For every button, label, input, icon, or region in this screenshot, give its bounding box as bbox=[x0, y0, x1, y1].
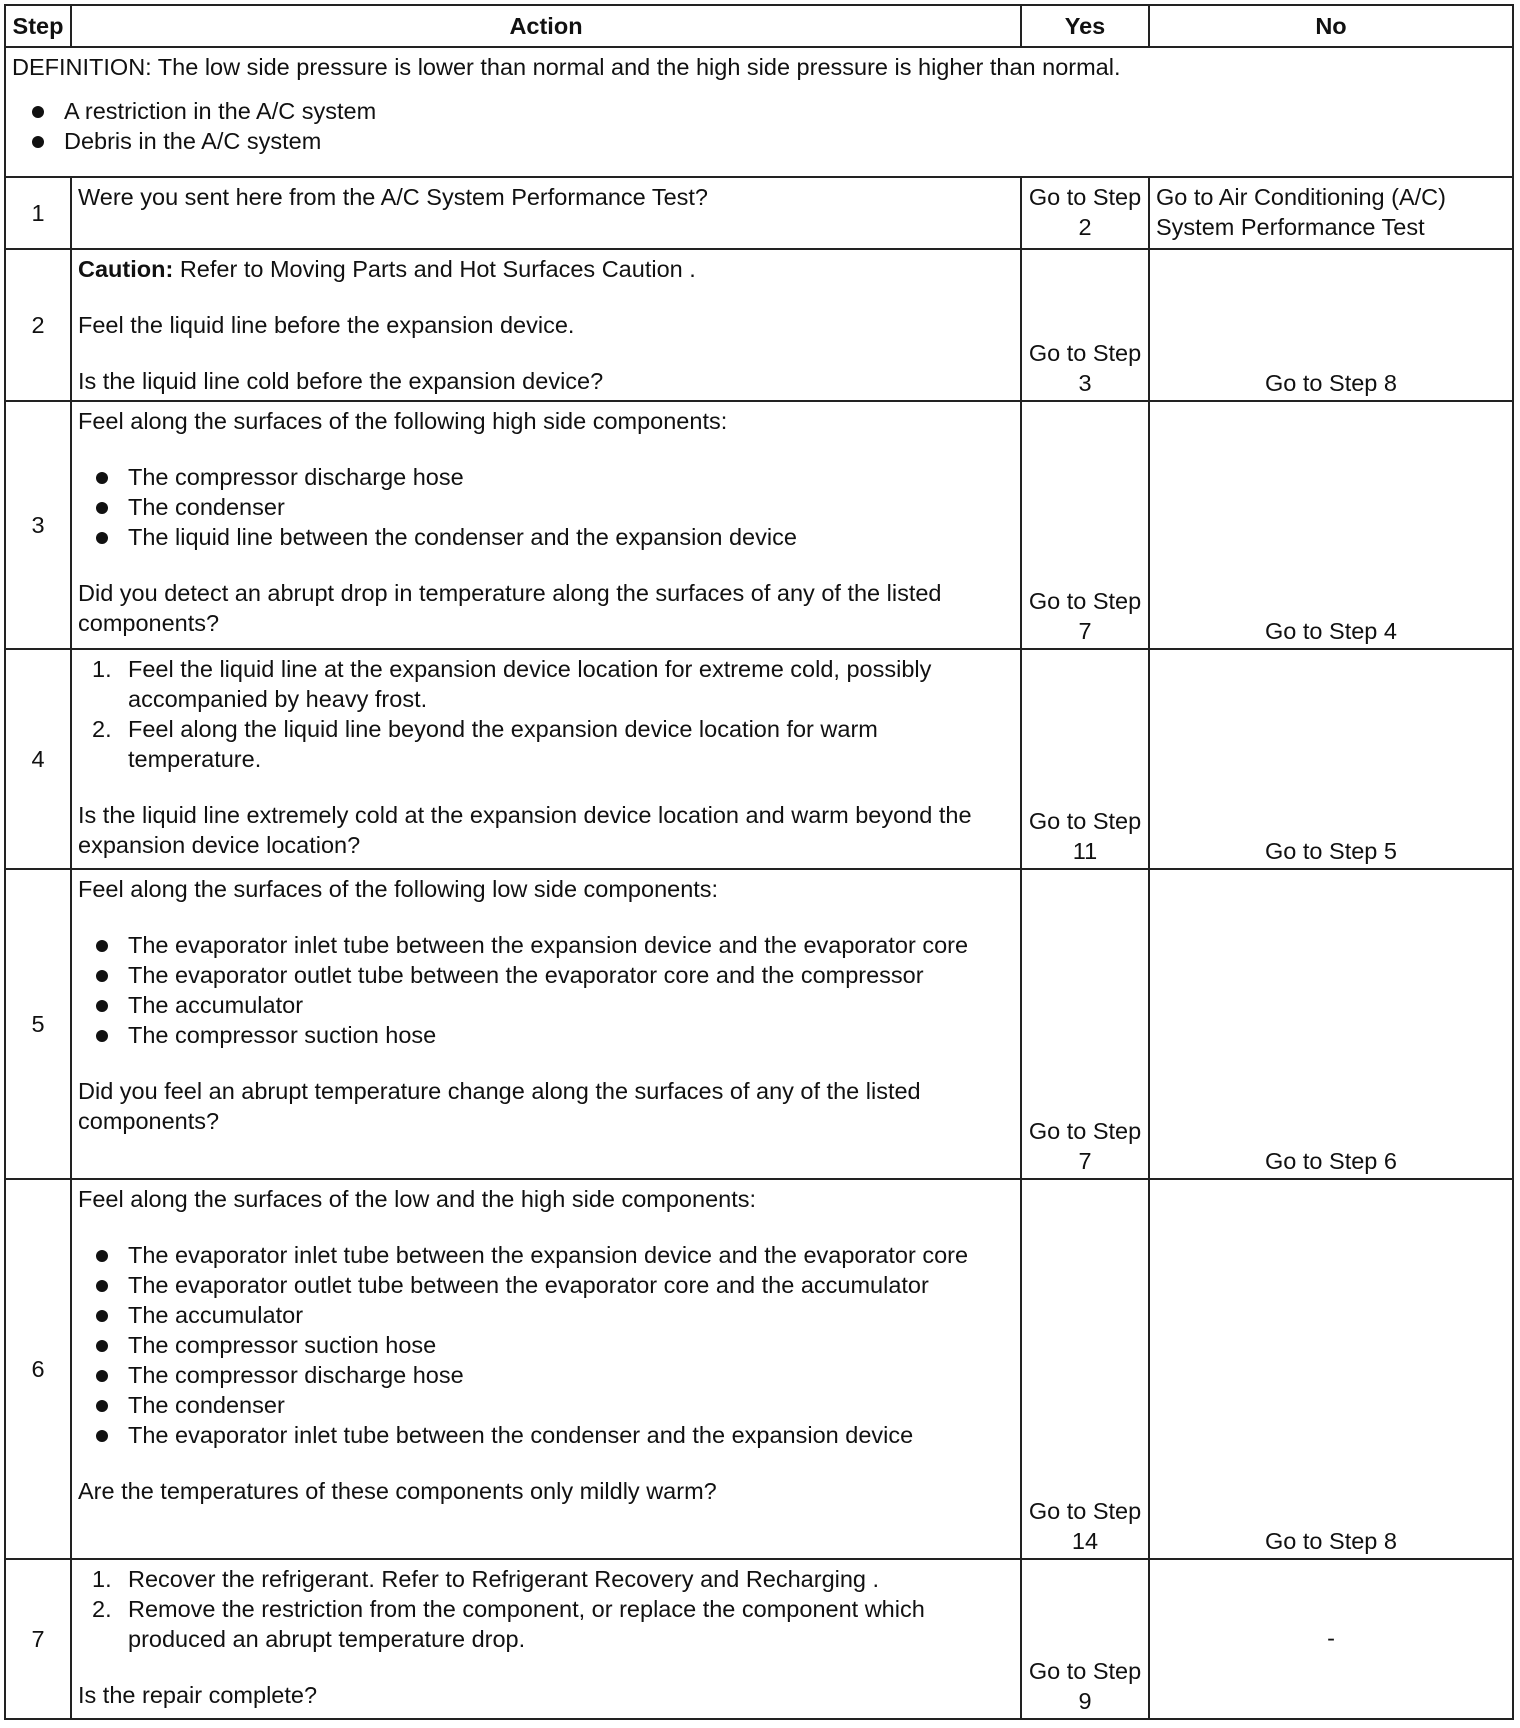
caution-link[interactable]: Refer to Moving Parts and Hot Surfaces Caution . bbox=[173, 256, 696, 282]
no-cell bbox=[1149, 649, 1513, 869]
action-cell bbox=[71, 401, 1021, 649]
list-item: The evaporator inlet tube between the condenser and the expansion device bbox=[78, 1420, 1014, 1450]
step-number: 3 bbox=[5, 401, 71, 649]
header-step: Step bbox=[5, 5, 71, 47]
action-intro: Feel along the surfaces of the low and the high side components: bbox=[78, 1186, 757, 1212]
no-link[interactable]: Go to Step 8 bbox=[1265, 370, 1397, 396]
list-item: The evaporator inlet tube between the expansion device and the evaporator core bbox=[78, 1240, 1014, 1270]
list-item: The compressor discharge hose bbox=[78, 462, 1014, 492]
header-yes: Yes bbox=[1021, 5, 1149, 47]
action-question: Did you feel an abrupt temperature change along the surfaces of any of the listed components? bbox=[78, 1078, 921, 1134]
header-row bbox=[5, 5, 1513, 47]
step-number: 4 bbox=[5, 649, 71, 869]
caution-line bbox=[78, 254, 1014, 284]
no-cell bbox=[1149, 177, 1513, 249]
yes-cell bbox=[1021, 401, 1149, 649]
yes-cell bbox=[1021, 249, 1149, 401]
procedure-list bbox=[78, 1564, 1014, 1654]
list-item: 1. Recover the refrigerant. Refer to Refrigerant Recovery and Recharging . bbox=[92, 1566, 880, 1592]
yes-link[interactable]: Go to Step 11 bbox=[1028, 808, 1142, 864]
definition-cell bbox=[5, 47, 1513, 177]
yes-link[interactable]: Go to Step 14 bbox=[1028, 1498, 1142, 1554]
yes-cell bbox=[1021, 1179, 1149, 1559]
step-number: 6 bbox=[5, 1179, 71, 1559]
list-item: The compressor suction hose bbox=[78, 1020, 1014, 1050]
step-row-6 bbox=[5, 1179, 1513, 1559]
step-number: 2 bbox=[5, 249, 71, 401]
action-intro: Feel along the surfaces of the following high side components: bbox=[78, 408, 728, 434]
no-cell bbox=[1149, 401, 1513, 649]
list-item: The evaporator outlet tube between the evaporator core and the accumulator bbox=[78, 1270, 1014, 1300]
yes-cell bbox=[1021, 177, 1149, 249]
no-link[interactable]: Go to Step 4 bbox=[1265, 618, 1397, 644]
step-row-3 bbox=[5, 401, 1513, 649]
list-item: The condenser bbox=[78, 1390, 1014, 1420]
action-cell bbox=[71, 1179, 1021, 1559]
list-item: The liquid line between the condenser and the expansion device bbox=[78, 522, 1014, 552]
list-item: The accumulator bbox=[78, 990, 1014, 1020]
list-item: The accumulator bbox=[78, 1300, 1014, 1330]
action-question: Were you sent here from the A/C System Performance Test? bbox=[78, 184, 708, 210]
action-cell bbox=[71, 249, 1021, 401]
action-intro: Feel along the surfaces of the following low side components: bbox=[78, 876, 719, 902]
list-item: The evaporator inlet tube between the expansion device and the evaporator core bbox=[78, 930, 1014, 960]
yes-link[interactable]: Go to Step 7 bbox=[1028, 588, 1142, 644]
step-row-5 bbox=[5, 869, 1513, 1179]
no-link[interactable]: Go to Step 8 bbox=[1265, 1528, 1397, 1554]
action-question: Is the liquid line cold before the expansion device? bbox=[78, 368, 604, 394]
caution-label: Caution: bbox=[78, 256, 174, 282]
action-cell bbox=[71, 1559, 1021, 1719]
no-value: - bbox=[1327, 1625, 1335, 1651]
list-item: The compressor discharge hose bbox=[78, 1360, 1014, 1390]
component-list bbox=[78, 930, 1014, 1050]
no-cell bbox=[1149, 249, 1513, 401]
action-question: Is the repair complete? bbox=[78, 1682, 318, 1708]
step-number: 5 bbox=[5, 869, 71, 1179]
no-link[interactable]: Go to Step 6 bbox=[1265, 1148, 1397, 1174]
diagnostic-table bbox=[4, 4, 1514, 1720]
yes-link[interactable]: Go to Step 9 bbox=[1028, 1658, 1142, 1714]
yes-cell bbox=[1021, 649, 1149, 869]
action-cell bbox=[71, 177, 1021, 249]
list-item: A restriction in the A/C system bbox=[12, 96, 1506, 126]
procedure-list bbox=[78, 654, 1014, 774]
step-row-2 bbox=[5, 249, 1513, 401]
list-item: Debris in the A/C system bbox=[12, 126, 1506, 156]
step-row-4 bbox=[5, 649, 1513, 869]
list-item: The condenser bbox=[78, 492, 1014, 522]
definition-text: DEFINITION: The low side pressure is lower than normal and the high side pressure is higher than normal. bbox=[12, 54, 1121, 80]
action-question: Are the temperatures of these components only mildly warm? bbox=[78, 1478, 717, 1504]
definition-causes-list bbox=[12, 96, 1506, 156]
header-no: No bbox=[1149, 5, 1513, 47]
action-question: Did you detect an abrupt drop in temperature along the surfaces of any of the listed components? bbox=[78, 580, 942, 636]
yes-cell bbox=[1021, 869, 1149, 1179]
no-cell bbox=[1149, 1559, 1513, 1719]
no-cell bbox=[1149, 1179, 1513, 1559]
yes-link[interactable]: Go to Step 2 bbox=[1028, 184, 1142, 240]
header-action: Action bbox=[71, 5, 1021, 47]
step-row-1 bbox=[5, 177, 1513, 249]
no-cell bbox=[1149, 869, 1513, 1179]
step-number: 1 bbox=[5, 177, 71, 249]
list-item: The evaporator outlet tube between the evaporator core and the compressor bbox=[78, 960, 1014, 990]
step-row-7 bbox=[5, 1559, 1513, 1719]
no-link[interactable]: Go to Step 5 bbox=[1265, 838, 1397, 864]
action-instruction: Feel the liquid line before the expansion device. bbox=[78, 312, 575, 338]
list-item: 1. Feel the liquid line at the expansion device location for extreme cold, possibly accompanied by heavy frost. bbox=[92, 656, 932, 712]
component-list bbox=[78, 462, 1014, 552]
no-link[interactable]: Go to Air Conditioning (A/C) System Performance Test bbox=[1156, 184, 1446, 240]
step-number: 7 bbox=[5, 1559, 71, 1719]
yes-cell bbox=[1021, 1559, 1149, 1719]
yes-link[interactable]: Go to Step 7 bbox=[1028, 1118, 1142, 1174]
action-cell bbox=[71, 649, 1021, 869]
yes-link[interactable]: Go to Step 3 bbox=[1028, 340, 1142, 396]
action-cell bbox=[71, 869, 1021, 1179]
list-item: 2. Feel along the liquid line beyond the expansion device location for warm temperature. bbox=[92, 716, 878, 772]
list-item: 2. Remove the restriction from the component, or replace the component which produced an abrupt temperature drop. bbox=[92, 1596, 925, 1652]
definition-row bbox=[5, 47, 1513, 177]
component-list bbox=[78, 1240, 1014, 1450]
action-question: Is the liquid line extremely cold at the expansion device location and warm beyond the expansion device location? bbox=[78, 802, 972, 858]
list-item: The compressor suction hose bbox=[78, 1330, 1014, 1360]
